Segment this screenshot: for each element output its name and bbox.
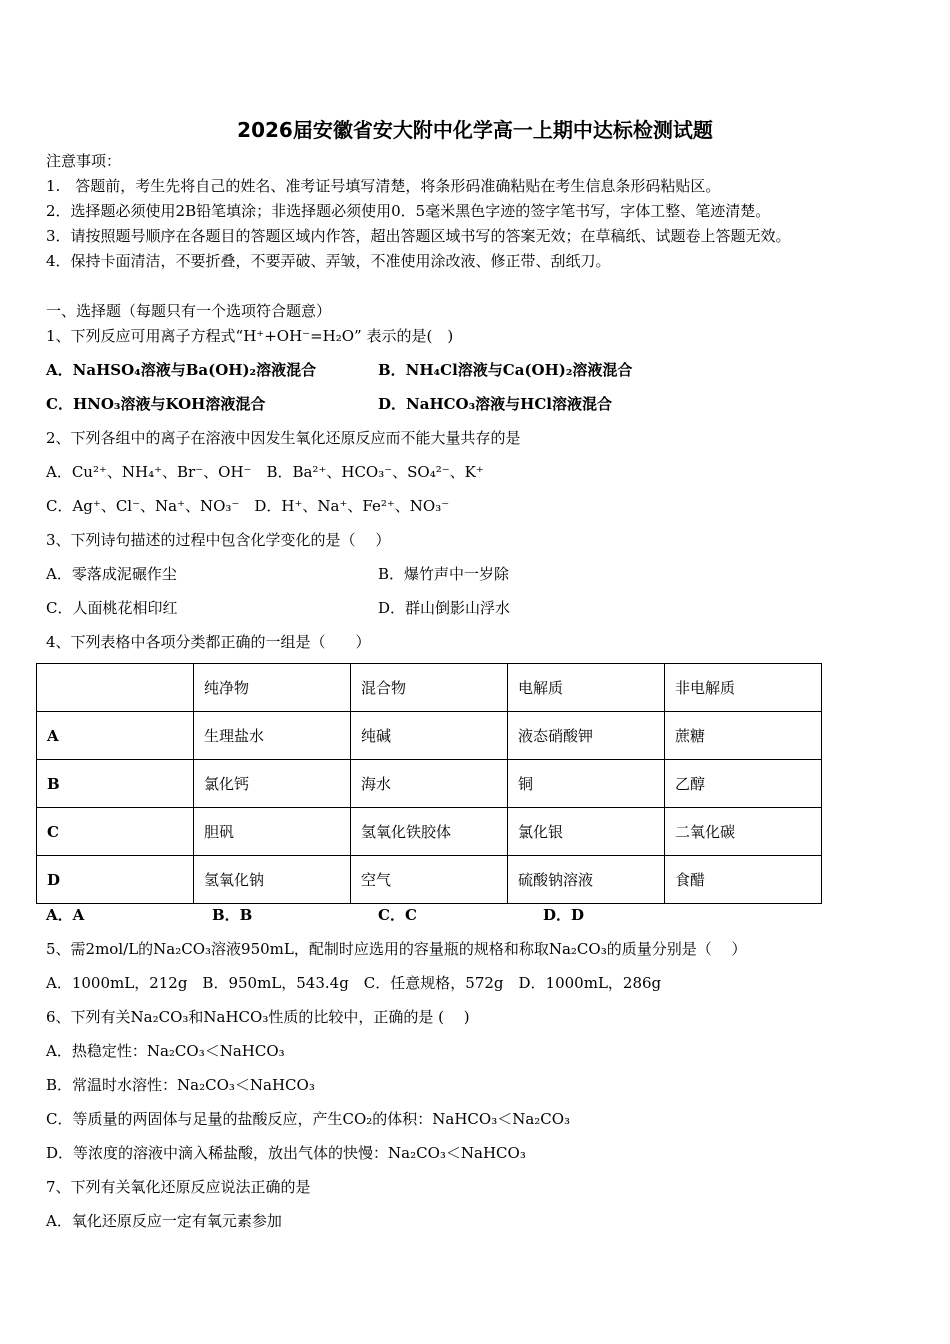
cell: 氯化钙 [194,760,351,808]
q3-option-b: B．爆竹声中一岁除 [378,565,510,583]
notice-heading: 注意事项： [46,152,122,170]
cell: 蔗糖 [665,712,822,760]
table-row [37,856,822,904]
q5-options: A．1000mL，212g B．950mL，543.4g C．任意规格，572g D．1000mL，286g [46,974,662,992]
cell: 生理盐水 [194,712,351,760]
q1-option-a: A．NaHSO₄溶液与Ba(OH)₂溶液混合 [46,361,317,379]
cell: 氢氧化钠 [194,856,351,904]
q3-option-c: C．人面桃花相印红 [46,599,178,617]
table-row [37,760,822,808]
q3-option-a: A．零落成泥碾作尘 [46,565,177,583]
q5-stem: 5、需2mol/L的Na₂CO₃溶液950mL，配制时应选用的容量瓶的规格和称取Na₂CO₃的质量分别是（ ） [46,940,747,958]
cell: 海水 [351,760,508,808]
header-cell: 混合物 [351,664,508,712]
header-cell: 非电解质 [665,664,822,712]
q4-option-b: B．B [212,906,253,924]
classification-table [36,663,822,904]
header-cell: 电解质 [508,664,665,712]
q2-options-ab: A．Cu²⁺、NH₄⁺、Br⁻、OH⁻ B．Ba²⁺、HCO₃⁻、SO₄²⁻、K⁺ [46,463,484,481]
q1-option-c: C．HNO₃溶液与KOH溶液混合 [46,395,266,413]
q6-option-b: B．常温时水溶性：Na₂CO₃＜NaHCO₃ [46,1076,315,1094]
notice-item: 2．选择题必须使用2B铅笔填涂；非选择题必须使用0．5毫米黑色字迹的签字笔书写，字体工整、笔迹清楚。 [46,202,771,220]
q6-option-a: A．热稳定性：Na₂CO₃＜NaHCO₃ [46,1042,285,1060]
row-label: D [37,856,194,904]
section-heading: 一、选择题（每题只有一个选项符合题意） [46,302,332,320]
q4-option-c: C．C [378,906,417,924]
cell: 液态硝酸钾 [508,712,665,760]
cell: 硫酸钠溶液 [508,856,665,904]
table-row [37,712,822,760]
cell: 胆矾 [194,808,351,856]
notice-item: 3．请按照题号顺序在各题目的答题区域内作答，超出答题区域书写的答案无效；在草稿纸、试题卷上答题无效。 [46,227,791,245]
notice-item: 1. 答题前，考生先将自己的姓名、准考证号填写清楚，将条形码准确粘贴在考生信息条形码粘贴区。 [46,177,721,195]
cell: 空气 [351,856,508,904]
q4-option-a: A．A [46,906,85,924]
cell: 乙醇 [665,760,822,808]
q1-option-d: D．NaHCO₃溶液与HCl溶液混合 [378,395,612,413]
cell: 纯碱 [351,712,508,760]
cell: 氢氧化铁胶体 [351,808,508,856]
q2-options-cd: C．Ag⁺、Cl⁻、Na⁺、NO₃⁻ D．H⁺、Na⁺、Fe²⁺、NO₃⁻ [46,497,450,515]
row-label: A [37,712,194,760]
q3-option-d: D．群山倒影山浮水 [378,599,511,617]
cell: 食醋 [665,856,822,904]
page-title: 2026届安徽省安大附中化学高一上期中达标检测试题 [237,118,713,142]
header-cell [37,664,194,712]
row-label: C [37,808,194,856]
q6-option-c: C．等质量的两固体与足量的盐酸反应，产生CO₂的体积：NaHCO₃＜Na₂CO₃ [46,1110,571,1128]
header-cell: 纯净物 [194,664,351,712]
q2-stem: 2、下列各组中的离子在溶液中因发生氧化还原反应而不能大量共存的是 [46,429,521,447]
cell: 氯化银 [508,808,665,856]
q7-option-a: A．氧化还原反应一定有氧元素参加 [46,1212,282,1230]
q4-option-d: D．D [543,906,585,924]
q4-stem: 4、下列表格中各项分类都正确的一组是（ ） [46,633,371,651]
q1-option-b: B．NH₄Cl溶液与Ca(OH)₂溶液混合 [378,361,633,379]
q3-stem: 3、下列诗句描述的过程中包含化学变化的是（ ） [46,531,391,549]
q7-stem: 7、下列有关氧化还原反应说法正确的是 [46,1178,311,1196]
q6-stem: 6、下列有关Na₂CO₃和NaHCO₃性质的比较中，正确的是 ( ) [46,1008,470,1026]
notice-item: 4．保持卡面清洁，不要折叠，不要弄破、弄皱，不准使用涂改液、修正带、刮纸刀。 [46,252,611,270]
q1-stem: 1、下列反应可用离子方程式“H⁺+OH⁻=H₂O” 表示的是( ) [46,327,454,345]
row-label: B [37,760,194,808]
table-header-row [37,664,822,712]
cell: 铜 [508,760,665,808]
cell: 二氧化碳 [665,808,822,856]
table-row [37,808,822,856]
q6-option-d: D．等浓度的溶液中滴入稀盐酸，放出气体的快慢：Na₂CO₃＜NaHCO₃ [46,1144,526,1162]
